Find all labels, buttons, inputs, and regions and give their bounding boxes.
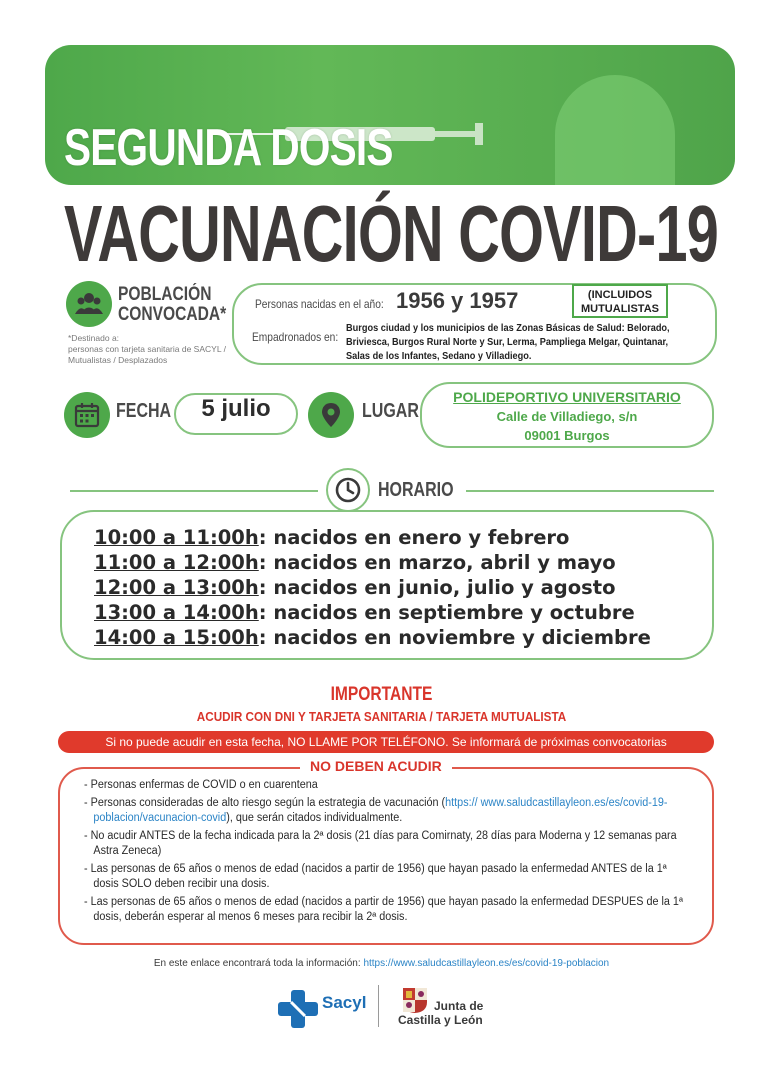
location-pin-icon [308, 392, 354, 438]
glove-hand-image [555, 75, 675, 185]
birth-years: 1956 y 1957 [396, 288, 519, 313]
list-item-text: - Personas consideradas de alto riesgo según la estrategia de vacunación ( [84, 796, 446, 809]
destinado-note [68, 333, 243, 366]
list-item [84, 796, 686, 827]
incluidos-line2: MUTUALISTAS [580, 303, 659, 315]
schedule-time: 13:00 a 14:00h [94, 601, 259, 624]
poblacion-label-line1: POBLACIÓN [118, 284, 212, 305]
schedule-row [94, 600, 704, 625]
list-item-text: ), que serán citados individualmente. [226, 812, 403, 824]
lugar-address [420, 388, 714, 445]
title-vacunacion: VACUNACIÓN COVID-19 [64, 189, 719, 278]
schedule-row [94, 550, 704, 575]
schedule-text: : nacidos en junio, julio y agosto [258, 576, 616, 599]
empadronados-text: Burgos ciudad y los municipios de las Zonas Básicas de Salud: Belorado, Briviesca, Burgos Rural Norte y Sur, Lerma, Pampliega Melgar, Quintanar, Salas de los Infantes, Sedano y Villadiego. [346, 323, 670, 362]
schedule-text: : nacidos en noviembre y diciembre [258, 626, 651, 649]
schedule-text: : nacidos en enero y febrero [258, 526, 570, 549]
empadronados-label: Empadronados en: [252, 330, 339, 344]
sacyl-logo-icon [276, 988, 320, 1030]
importante-subtitle: ACUDIR CON DNI Y TARJETA SANITARIA / TARJETA MUTUALISTA [196, 709, 567, 724]
junta-logo-line1: Junta de [434, 999, 484, 1013]
schedule-text: : nacidos en septiembre y octubre [258, 601, 635, 624]
schedule-row [94, 525, 704, 550]
lugar-name: POLIDEPORTIVO UNIVERSITARIO [453, 389, 681, 405]
poblacion-label-line2: CONVOCADA* [118, 304, 227, 325]
lugar-street: Calle de Villadiego, s/n [496, 409, 638, 424]
junta-shield-icon [400, 984, 430, 1014]
schedule-time: 11:00 a 12:00h [94, 551, 259, 574]
no-deben-list [84, 778, 694, 928]
schedule-row [94, 625, 704, 650]
horario-label: HORARIO [378, 479, 454, 501]
list-item: - Las personas de 65 años o menos de edad (nacidos a partir de 1956) que hayan pasado la enfermedad ANTES de la 1ª dosis SOLO deben recibir una dosis. [84, 862, 667, 890]
schedule-list [94, 525, 704, 650]
people-icon [66, 281, 112, 327]
lugar-label: LUGAR [362, 400, 419, 422]
schedule-time: 10:00 a 11:00h [94, 526, 259, 549]
schedule-time: 12:00 a 13:00h [94, 576, 259, 599]
importante-title: IMPORTANTE [330, 684, 433, 705]
horario-divider-left [70, 490, 318, 492]
footer-info-link[interactable]: https://www.saludcastillayleon.es/es/covid-19-poblacion [363, 958, 610, 969]
nacidos-label: Personas nacidas en el año: [255, 297, 384, 311]
destinado-text: personas con tarjeta sanitaria de SACYL / Mutualistas / Desplazados [68, 344, 226, 365]
schedule-text: : nacidos en marzo, abril y mayo [258, 551, 616, 574]
clock-icon [326, 468, 370, 512]
incluidos-mutualistas-badge [572, 284, 668, 318]
poblacion-label [118, 285, 226, 325]
sacyl-logo-text: Sacyl [322, 993, 367, 1012]
junta-logo-line2: Castilla y León [398, 1013, 483, 1027]
fecha-value: 5 julio [201, 395, 271, 422]
incluidos-line1: (INCLUIDOS [587, 289, 653, 301]
list-item: - No acudir ANTES de la fecha indicada para la 2ª dosis (21 días para Comirnaty, 28 días para Moderna y 12 semanas para Astra Zeneca) [84, 829, 677, 857]
footer-info-text: En este enlace encontrará toda la información: [153, 958, 364, 969]
list-item: - Las personas de 65 años o menos de edad (nacidos a partir de 1956) que hayan pasado la enfermedad DESPUES de la 1ª dosis, deberán esperar al menos 6 meses para recibir la 2ª dosis. [84, 895, 683, 923]
horario-divider-right [466, 490, 714, 492]
list-item: - Personas enfermas de COVID o en cuarentena [84, 779, 318, 791]
logo-divider [378, 985, 379, 1027]
destinado-title: *Destinado a: [68, 333, 120, 343]
notice-bar: Si no puede acudir en esta fecha, NO LLAME POR TELÉFONO. Se informará de próximas convocatorias [58, 731, 714, 753]
no-deben-title: NO DEBEN ACUDIR [300, 758, 452, 774]
calendar-icon [64, 392, 110, 438]
fecha-label: FECHA [116, 400, 172, 422]
schedule-row [94, 575, 704, 600]
vacunacion-link[interactable]: https:// www.saludcastillayleon.es/es/covid-19-poblacion/vacunacion-covid [93, 796, 668, 824]
footer-info [0, 958, 763, 969]
schedule-time: 14:00 a 15:00h [94, 626, 259, 649]
lugar-city: 09001 Burgos [524, 428, 610, 443]
title-segunda-dosis: SEGUNDA DOSIS [64, 119, 393, 177]
